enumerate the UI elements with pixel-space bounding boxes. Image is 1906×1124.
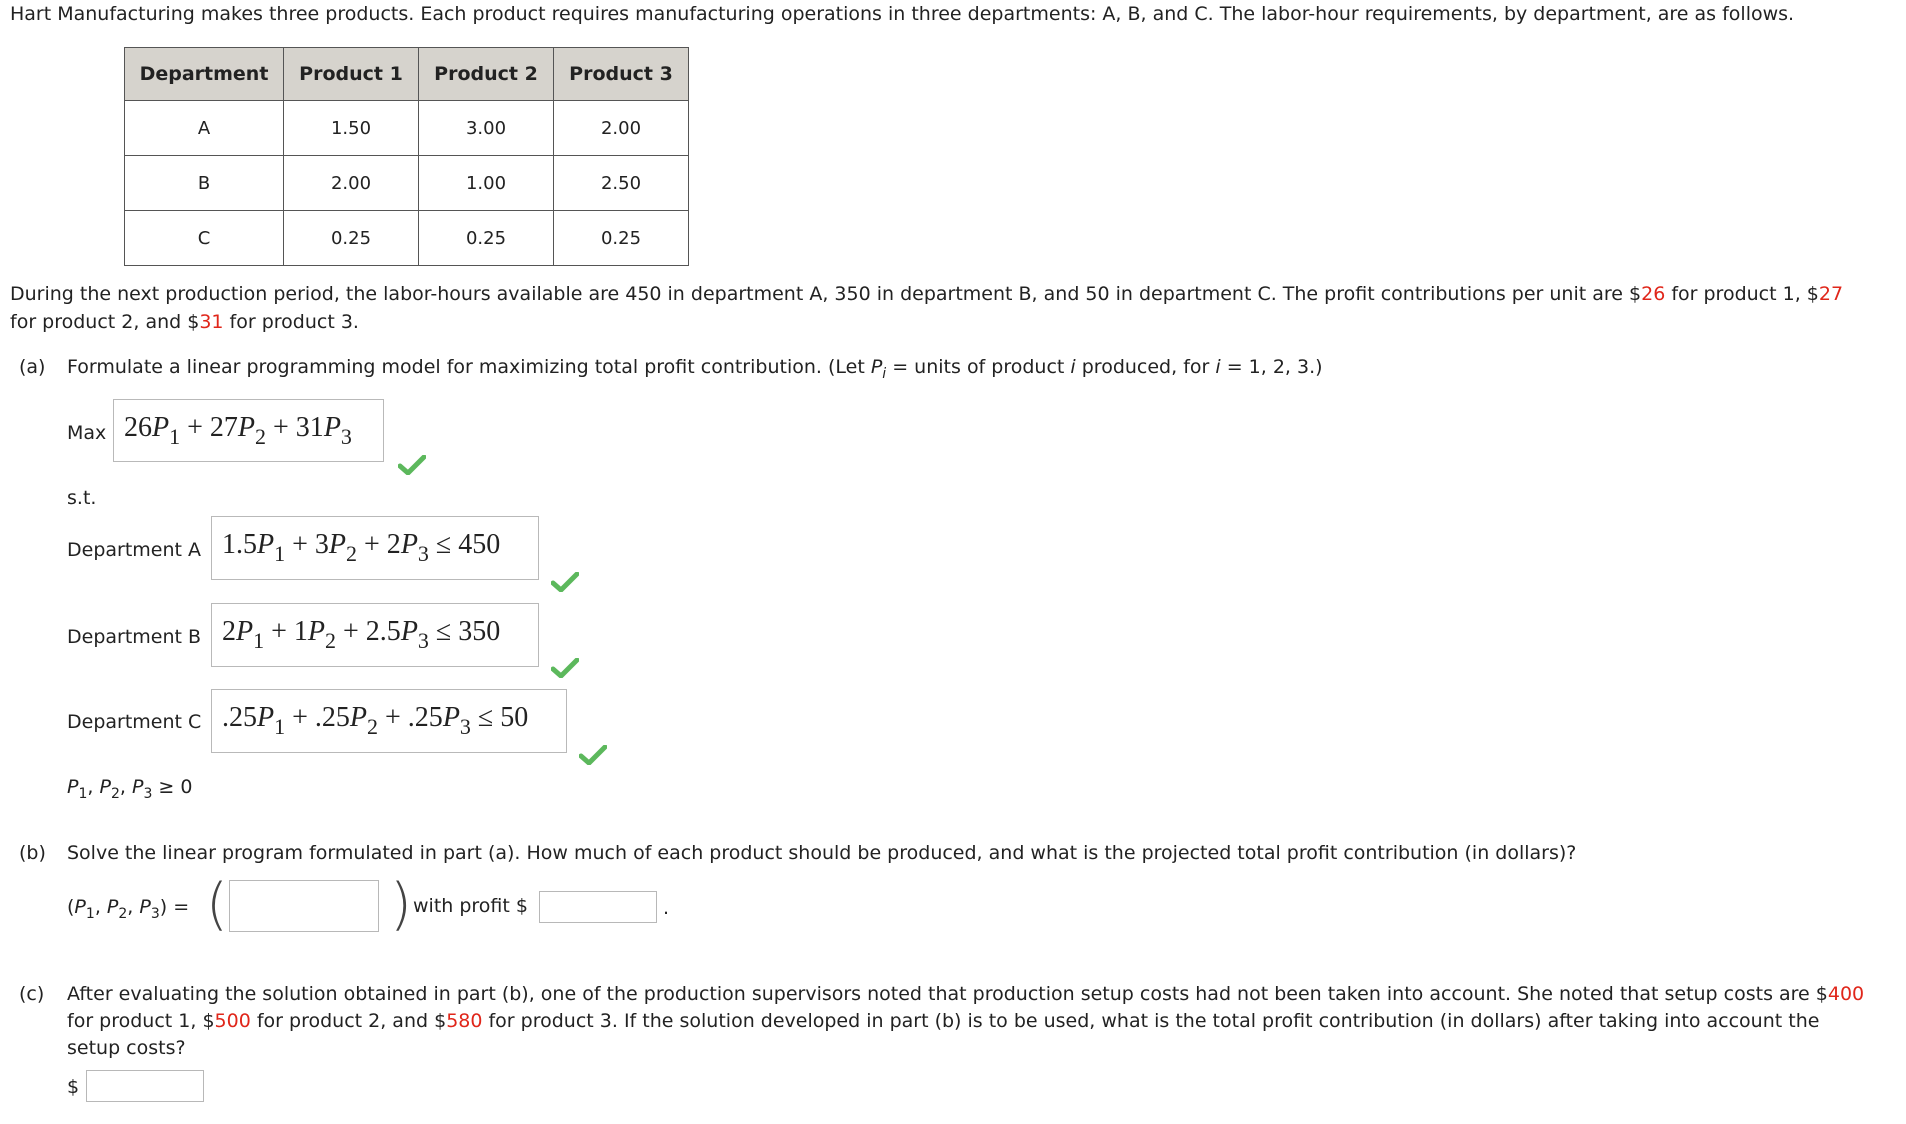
table-header: Product 2	[419, 48, 554, 101]
constraint-c-value: $.25P_1 + .25P_2 + .25P_3 \le 50$	[222, 702, 529, 739]
table-header: Product 1	[284, 48, 419, 101]
profit-value-1: 26	[1641, 283, 1666, 305]
table-row	[125, 156, 689, 211]
part-c-line2	[67, 1008, 1819, 1034]
part-c-text: for product 3. If the solution developed in part (b) is to be used, what is the total profit contribution (in dollars) after taking into account the	[482, 1010, 1820, 1032]
open-paren: (	[206, 872, 228, 937]
department-a-label: Department A	[67, 539, 202, 561]
part-b-question: Solve the linear program formulated in part (a). How much of each product should be produced, and what is the projected total profit contribution (in dollars)?	[67, 842, 1577, 864]
objective-input[interactable]	[113, 399, 384, 462]
table-cell: 3.00	[419, 101, 554, 156]
table-cell: 0.25	[554, 211, 689, 266]
table-header-row	[125, 48, 689, 101]
table-cell: A	[125, 101, 284, 156]
with-profit-label: with profit $	[413, 895, 528, 917]
profit-input[interactable]	[539, 891, 657, 923]
check-icon	[398, 455, 426, 475]
constraint-b-input[interactable]	[211, 603, 539, 667]
var-p: P	[870, 356, 883, 378]
check-icon	[551, 572, 579, 592]
check-icon	[579, 745, 607, 765]
dollar-sign: $	[67, 1076, 80, 1098]
department-c-label: Department C	[67, 711, 202, 733]
availability-paragraph-line1	[10, 281, 1843, 307]
part-c-line3: setup costs?	[67, 1037, 186, 1059]
objective-value: $26P_1 + 27P_2 + 31P_3$	[124, 411, 352, 449]
var-i: i	[1070, 356, 1076, 378]
question-text: Formulate a linear programming model for maximizing total profit contribution. (Let	[67, 356, 871, 378]
table-row	[125, 211, 689, 266]
para-text: for product 3.	[223, 311, 359, 333]
production-tuple-input[interactable]	[229, 880, 379, 932]
st-label: s.t.	[67, 487, 97, 509]
nonnegativity-constraint: $P_1$, $P_2$, $P_3 \ge 0$	[67, 776, 193, 802]
tuple-label: ($P_1$, $P_2$, $P_3$) =	[67, 896, 190, 922]
table-cell: C	[125, 211, 284, 266]
labor-hours-table	[124, 47, 689, 266]
part-c-line1	[67, 981, 1864, 1007]
question-text: = 1, 2, 3.)	[1220, 356, 1323, 378]
part-b-label: (b)	[19, 842, 46, 864]
setup-cost-2: 500	[214, 1010, 251, 1032]
department-b-label: Department B	[67, 626, 202, 648]
part-c-text: After evaluating the solution obtained in part (b), one of the production supervisors noted that production setup costs had not been taken into account. She noted that setup costs are $	[67, 983, 1828, 1005]
part-c-text: for product 1, $	[67, 1010, 215, 1032]
part-c-label: (c)	[19, 983, 45, 1005]
question-text: = units of product	[886, 356, 1071, 378]
part-c-text: for product 2, and $	[250, 1010, 447, 1032]
table-header: Department	[125, 48, 284, 101]
table-cell: 0.25	[419, 211, 554, 266]
constraint-b-value: $2P_1 + 1P_2 + 2.5P_3 \le 350$	[222, 616, 501, 653]
check-icon	[551, 658, 579, 678]
table-cell: 1.50	[284, 101, 419, 156]
setup-cost-3: 580	[446, 1010, 483, 1032]
table-cell: 1.00	[419, 156, 554, 211]
constraint-a-value: $1.5P_1 + 3P_2 + 2P_3 \le 450$	[222, 529, 501, 566]
availability-paragraph-line2	[10, 309, 359, 335]
constraint-a-input[interactable]	[211, 516, 539, 580]
para-text: for product 2, and $	[10, 311, 200, 333]
profit-value-2: 27	[1818, 283, 1844, 305]
para-text: During the next production period, the labor-hours available are 450 in department A, 350 in department B, and 50 in department C. The profit contributions per unit are $	[10, 283, 1642, 305]
max-label: Max	[67, 422, 107, 444]
intro-text: Hart Manufacturing makes three products. Each product requires manufacturing operations in three departments: A, B, and C. The labor-hour requirements, by department, are as follows.	[10, 3, 1795, 25]
table-cell: 2.50	[554, 156, 689, 211]
table-cell: 2.00	[554, 101, 689, 156]
table-cell: 2.00	[284, 156, 419, 211]
var-sub: i	[882, 365, 887, 382]
table-cell: B	[125, 156, 284, 211]
table-cell: 0.25	[284, 211, 419, 266]
table-row	[125, 101, 689, 156]
part-a-label: (a)	[19, 356, 46, 378]
period: .	[663, 897, 670, 919]
var-i: i	[1215, 356, 1221, 378]
total-profit-after-setup-input[interactable]	[86, 1070, 204, 1102]
para-text: for product 1, $	[1665, 283, 1819, 305]
profit-value-3: 31	[199, 311, 224, 333]
part-a-question	[67, 354, 1323, 387]
close-paren: )	[390, 872, 412, 937]
table-header: Product 3	[554, 48, 689, 101]
constraint-c-input[interactable]	[211, 689, 567, 753]
setup-cost-1: 400	[1827, 983, 1865, 1005]
question-text: produced, for	[1075, 356, 1216, 378]
